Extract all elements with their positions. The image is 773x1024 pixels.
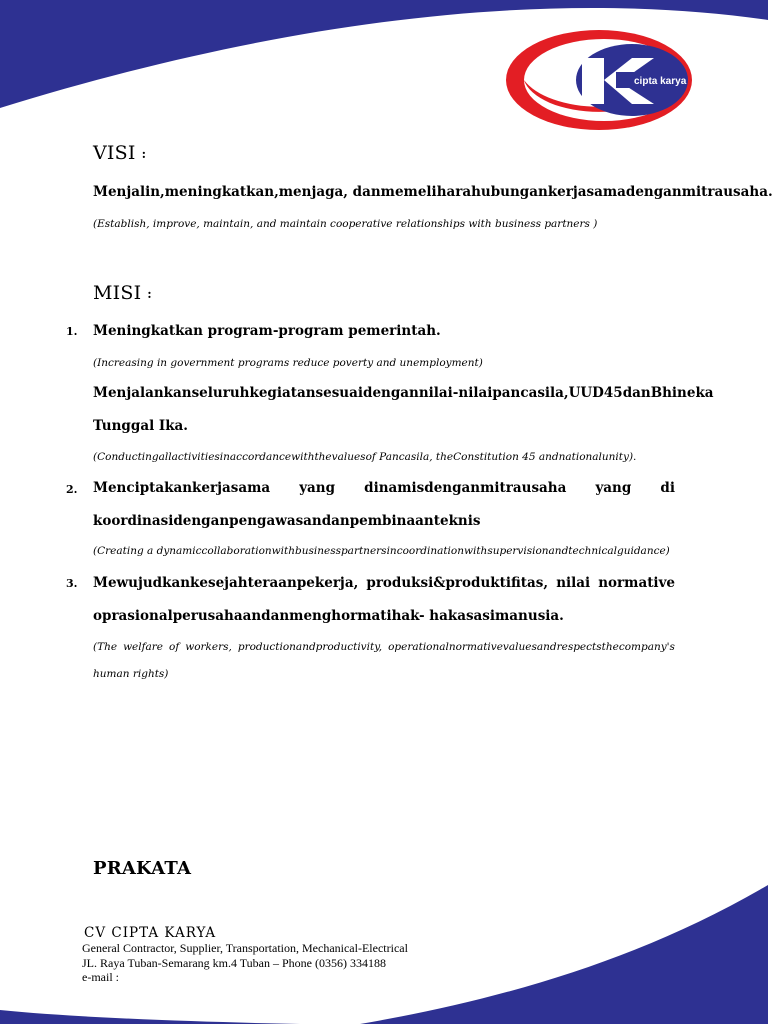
misi-heading: MISI : (93, 282, 152, 304)
misi-item-3-translation-cont: human rights) (93, 668, 169, 680)
misi-item-1-text: Meningkatkan program-program pemerintah. (93, 323, 441, 339)
footer-company-name: CV CIPTA KARYA (84, 925, 217, 941)
footer-email: e-mail : (82, 970, 119, 984)
misi-item-2-text: Menciptakankerjasama yang dinamisdenganmitrausaha yang di (93, 480, 675, 496)
misi-item-3-text: Mewujudkankesejahteraanpekerja, produksi&produktifitas, nilai normative (93, 575, 675, 591)
logo-text: cipta karya (634, 76, 687, 87)
misi-item-2-translation: (Creating a dynamiccollaborationwithbusinesspartnersincoordinationwithsupervisionandtechnicalguidance) (93, 545, 670, 557)
footer-address: JL. Raya Tuban-Semarang km.4 Tuban – Phone (0356) 334188 (82, 956, 386, 970)
visi-translation: (Establish, improve, maintain, and maintain cooperative relationships with business partners ) (93, 218, 598, 230)
misi-item-2-number: 2. (66, 483, 78, 496)
misi-item-3-translation: (The welfare of workers, productionandproductivity, operationalnormativevaluesandrespectsthecompany's (93, 641, 675, 653)
misi-item-2-text-cont: koordinasidenganpengawasandanpembinaanteknis (93, 513, 481, 529)
misi-item-3-number: 3. (66, 577, 78, 590)
misi-item-1-text2: Menjalankanseluruhkegiatansesuaidengannilai-nilaipancasila, UUD 45 danBhineka (93, 385, 714, 401)
misi-item-1-number: 1. (66, 325, 78, 338)
footer-services: General Contractor, Supplier, Transportation, Mechanical-Electrical (82, 941, 408, 955)
misi-item-1-translation2: (Conductingallactivitiesinaccordancewiththevaluesof Pancasila, theConstitution 45 andnationalunity). (93, 451, 637, 463)
visi-text: Menjalin,meningkatkan,menjaga, danmemeliharahubungankerjasamadenganmitrausaha. (93, 184, 773, 200)
misi-item-1-translation: (Increasing in government programs reduce poverty and unemployment) (93, 357, 483, 369)
misi-item-1-text2-cont: Tunggal Ika. (93, 418, 189, 434)
misi-item-3-text-cont: oprasionalperusahaandanmenghormatihak- hakasasimanusia. (93, 608, 564, 624)
prakata-heading: PRAKATA (93, 858, 192, 879)
visi-heading: VISI : (93, 142, 147, 164)
company-logo (504, 28, 694, 132)
